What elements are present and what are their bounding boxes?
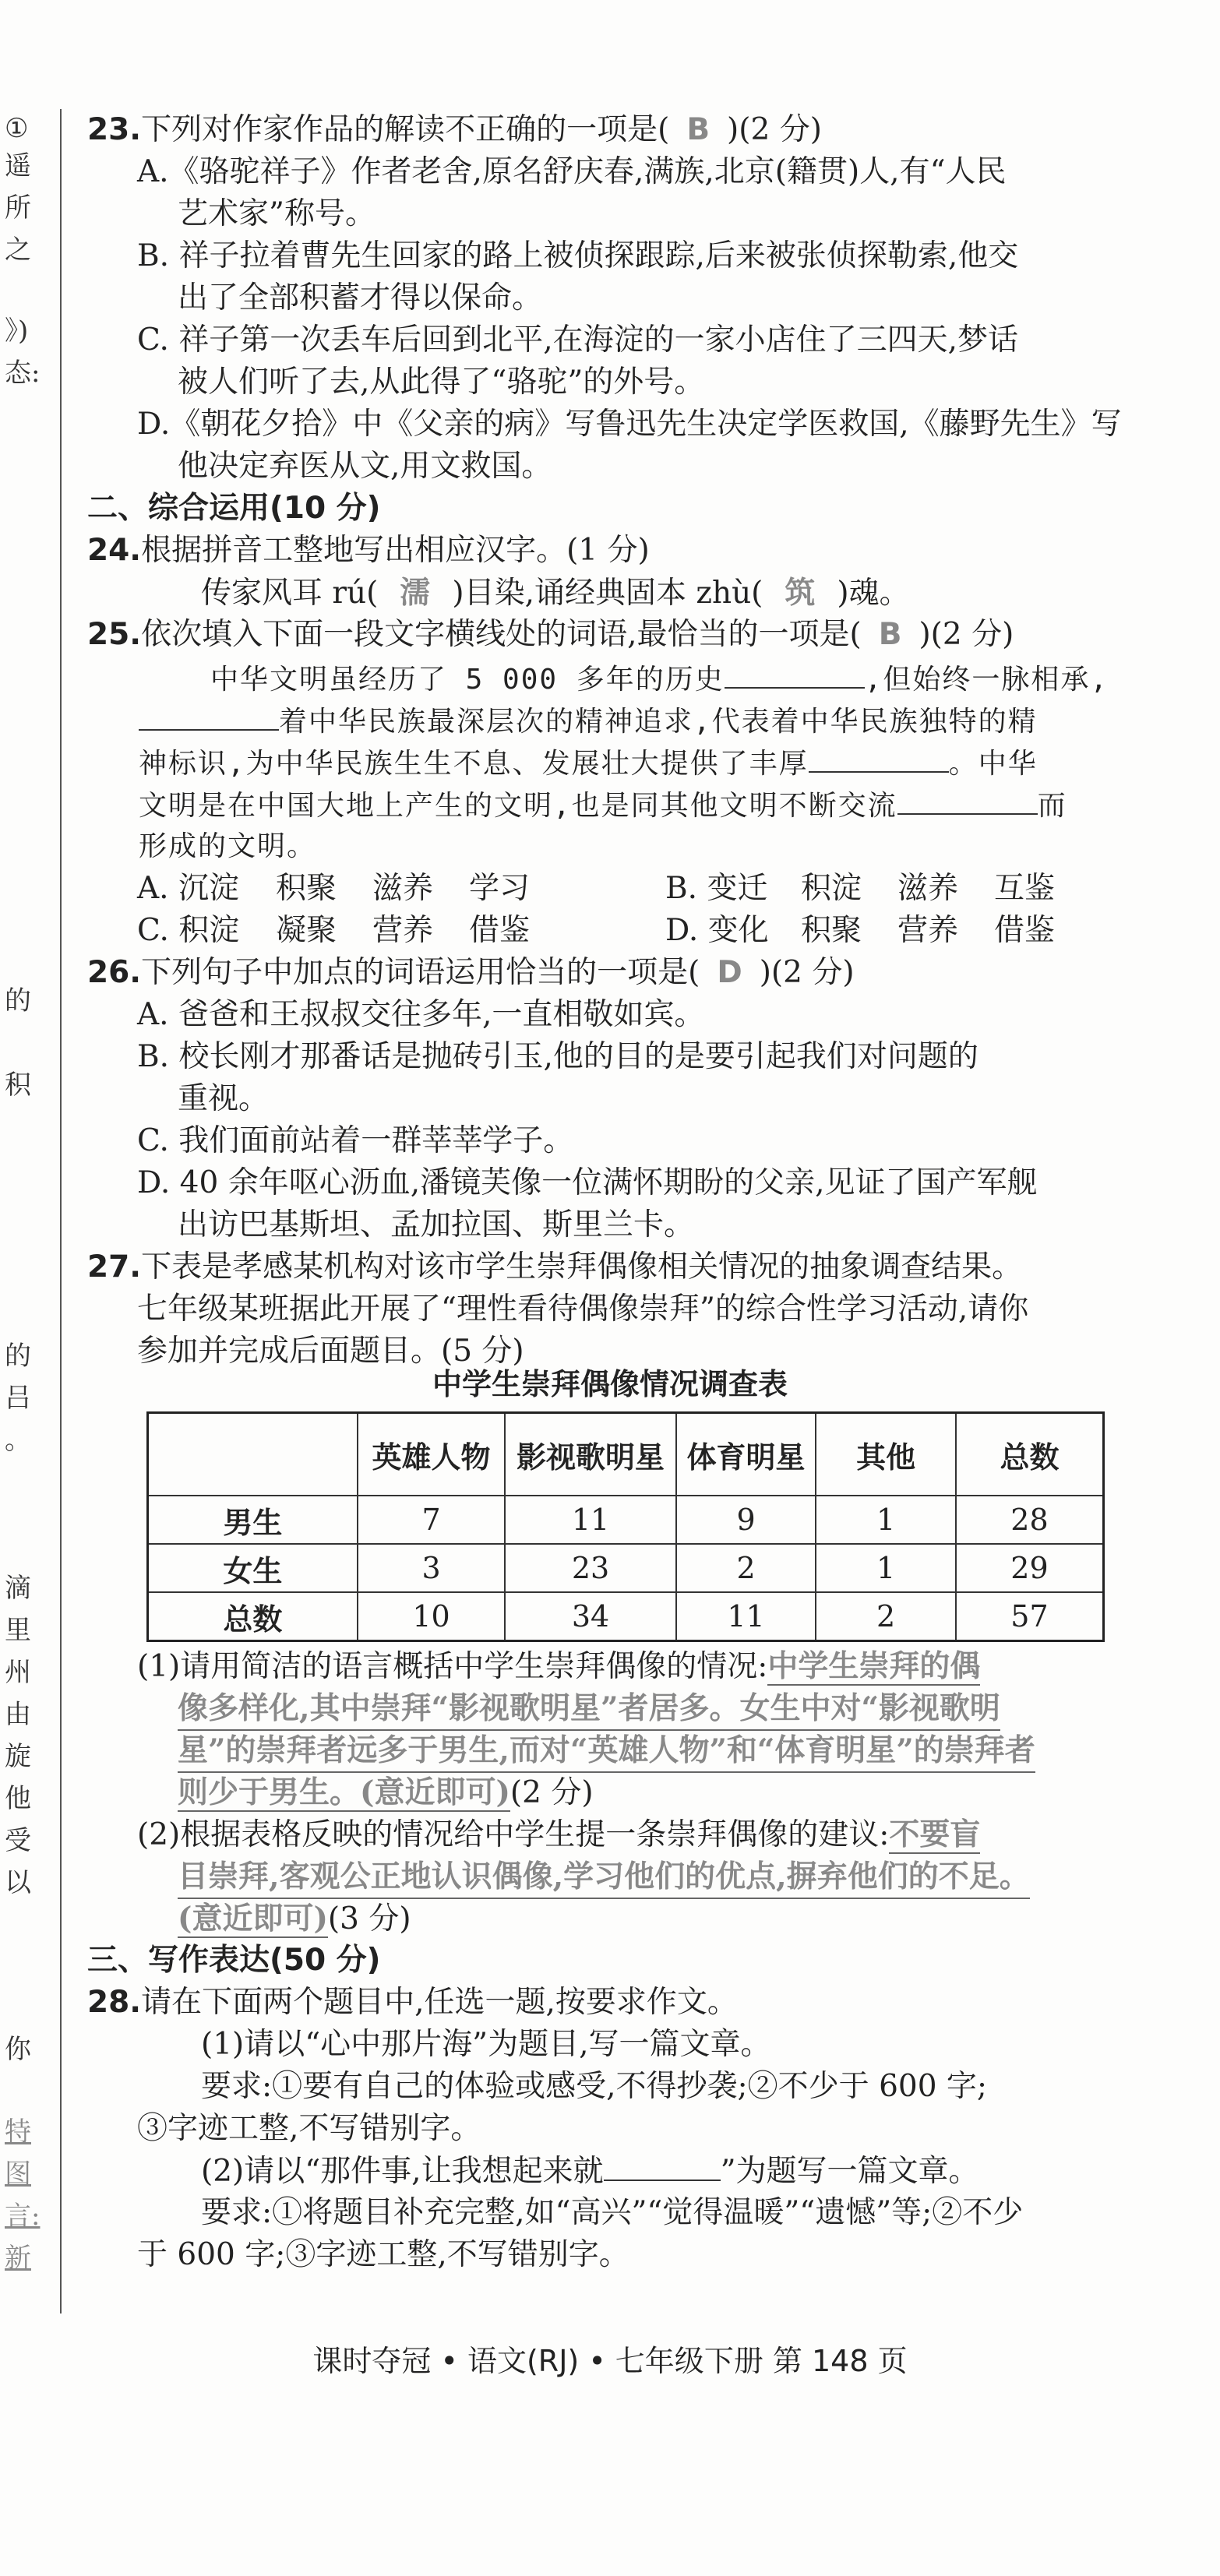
row-label: 女生	[148, 1544, 358, 1592]
table-header-cell: 英雄人物	[358, 1413, 506, 1496]
passage-line: 着中华民族最深层次的精神追求,代表着中华民族独特的精	[139, 700, 1038, 743]
option-word: 积聚	[276, 871, 337, 906]
option-a: A. 沉淀	[137, 871, 239, 906]
question-27-stem: 27.下表是孝感某机构对该市学生崇拜偶像相关情况的抽象调查结果。	[87, 1249, 1023, 1284]
option-b-cont: 出了全部积蓄才得以保命。	[178, 280, 543, 315]
answer-mark: B	[686, 112, 710, 147]
question-24-stem: 24.根据拼音工整地写出相应汉字。(1 分)	[87, 533, 650, 568]
option-d: D. 变化	[665, 913, 769, 948]
essay-requirement-cont: ③字迹工整,不写错别字。	[137, 2111, 481, 2146]
option-a-cont: 艺术家”称号。	[178, 196, 376, 231]
gutter-char: 里	[5, 1615, 31, 1646]
gutter-char: 受	[5, 1825, 31, 1856]
row-label: 男生	[148, 1496, 358, 1544]
gutter-char: 州	[5, 1657, 31, 1688]
subquestion-1: (1)请用简洁的语言概括中学生崇拜偶像的情况:中学生崇拜的偶	[137, 1648, 981, 1684]
gutter-char: 你	[5, 2034, 31, 2065]
option-b: B. 祥子拉着曹先生回家的路上被侦探跟踪,后来被张侦探勒索,他交	[137, 238, 1019, 273]
dotted-phrase: 相敬如宾	[552, 997, 675, 1032]
option-word: 积淀	[801, 871, 862, 906]
option-d: D.《朝花夕拾》中《父亲的病》写鲁迅先生决定学医救国,《藤野先生》写	[137, 407, 1122, 442]
gutter-char: 所	[5, 192, 31, 224]
gutter-char: 由	[5, 1699, 31, 1730]
table-row	[148, 1496, 1104, 1544]
gutter-answer-char: 言:	[5, 2201, 41, 2232]
option-word: 借鉴	[994, 913, 1056, 948]
table-header-cell	[148, 1413, 358, 1496]
answer-char: 筑	[785, 575, 816, 611]
row-label: 总数	[148, 1592, 358, 1641]
option-word: 滋养	[897, 871, 959, 906]
left-gutter	[0, 0, 62, 2337]
written-answer: 中学生崇拜的偶	[767, 1648, 981, 1684]
gutter-char: 以	[5, 1867, 31, 1898]
table-cell: 23	[505, 1544, 675, 1592]
answer-mark: D	[717, 955, 742, 990]
table-row	[148, 1592, 1104, 1641]
answer-char: 濡	[400, 575, 431, 611]
table-cell: 9	[676, 1496, 816, 1544]
table-title: 中学生崇拜偶像情况调查表	[432, 1367, 788, 1401]
gutter-char: 积	[5, 1070, 31, 1101]
written-answer: 像多样化,其中崇拜“影视歌明星”者居多。女生中对“影视歌明	[178, 1687, 1000, 1731]
gutter-char: 旋	[5, 1741, 31, 1772]
passage-line: 文明是在中国大地上产生的文明,也是同其他文明不断交流 而	[139, 784, 1067, 827]
question-27-stem-cont: 参加并完成后面题目。(5 分)	[137, 1334, 524, 1369]
option-d-cont: 出访巴基斯坦、孟加拉国、斯里兰卡。	[178, 1207, 695, 1242]
gutter-char: 态:	[5, 358, 41, 389]
essay-requirement-cont: 于 600 字;③字迹工整,不写错别字。	[137, 2237, 629, 2272]
written-answer: 星”的崇拜者远多于男生,而对“英雄人物”和“体育明星”的崇拜者	[178, 1729, 1035, 1773]
written-answer-end: (意近即可)(3 分)	[178, 1901, 411, 1936]
option-a: A. 爸爸和王叔叔交往多年,一直相敬如宾。	[137, 997, 705, 1032]
option-a: A.《骆驼祥子》作者老舍,原名舒庆春,满族,北京(籍贯)人,有“人民	[137, 154, 1007, 189]
gutter-answer-char: 新	[5, 2243, 31, 2274]
essay-requirement: 要求:①要有自己的体验或感受,不得抄袭;②不少于 600 字;	[201, 2069, 988, 2104]
gutter-char: 吕	[5, 1383, 31, 1414]
table-header-cell: 影视歌明星	[505, 1413, 675, 1496]
written-answer: 不要盲	[889, 1817, 981, 1852]
option-d-cont: 他决定弃医从文,用文救国。	[178, 449, 552, 484]
essay-topic-2: (2)请以“那件事,让我想起来就 ”为题写一篇文章。	[201, 2150, 979, 2193]
subquestion-2: (2)根据表格反映的情况给中学生提一条崇拜偶像的建议:不要盲	[137, 1817, 981, 1852]
gutter-char: 》)	[5, 315, 29, 347]
gutter-char: 。	[5, 1425, 31, 1456]
table-cell: 28	[956, 1496, 1104, 1544]
question-23-stem: 23.下列对作家作品的解读不正确的一项是( B )(2 分)	[87, 112, 822, 147]
title-blank	[604, 2150, 721, 2181]
table-cell: 34	[505, 1592, 675, 1641]
dotted-phrase: 潘镜芙	[420, 1165, 512, 1200]
option-c: C. 祥子第一次丢车后回到北平,在海淀的一家小店住了三四天,梦话	[137, 322, 1019, 358]
answer-blank	[139, 700, 279, 731]
column-divider	[60, 109, 62, 2313]
option-word: 借鉴	[469, 913, 531, 948]
table-cell: 11	[505, 1496, 675, 1544]
option-d: D. 40 余年呕心沥血,潘镜芙像一位满怀期盼的父亲,见证了国产军舰	[137, 1165, 1038, 1200]
dotted-phrase: 抛砖引玉	[421, 1039, 544, 1074]
page-footer: 课时夺冠 • 语文(RJ) • 七年级下册 第 148 页	[312, 2344, 908, 2378]
gutter-char: 的	[5, 1341, 31, 1372]
option-word: 学习	[469, 871, 531, 906]
answer-mark: B	[878, 617, 902, 652]
gutter-char: 他	[5, 1783, 31, 1814]
option-word: 营养	[897, 913, 959, 948]
survey-table	[146, 1411, 1105, 1642]
table-cell: 1	[816, 1544, 956, 1592]
gutter-char: 的	[5, 985, 31, 1017]
dotted-phrase: 莘莘学子	[421, 1123, 544, 1158]
option-word: 营养	[372, 913, 434, 948]
answer-blank	[725, 657, 865, 689]
table-cell: 3	[358, 1544, 506, 1592]
option-word: 滋养	[372, 871, 434, 906]
option-word: 互鉴	[994, 871, 1056, 906]
answer-blank	[809, 742, 949, 773]
gutter-answer-char: 图	[5, 2158, 31, 2190]
answer-blank	[897, 784, 1038, 815]
question-28-stem: 28.请在下面两个题目中,任选一题,按要求作文。	[87, 1985, 738, 2020]
table-cell: 7	[358, 1496, 506, 1544]
table-row	[148, 1544, 1104, 1592]
passage-line: 中华文明虽经历了 5 000 多年的历史 ,但始终一脉相承,	[210, 657, 1109, 701]
option-word: 凝聚	[276, 913, 337, 948]
table-header-cell: 体育明星	[676, 1413, 816, 1496]
table-cell: 29	[956, 1544, 1104, 1592]
table-header-cell: 其他	[816, 1413, 956, 1496]
passage-line: 形成的文明。	[139, 830, 317, 862]
table-cell: 2	[816, 1592, 956, 1641]
table-cell: 1	[816, 1496, 956, 1544]
table-cell: 11	[676, 1592, 816, 1641]
question-24-body: 传家风耳 rú( 濡 )目染,诵经典固本 zhù( 筑 )魂。	[201, 575, 910, 611]
option-b: B. 变迁	[665, 871, 768, 906]
table-cell: 57	[956, 1592, 1104, 1641]
option-c-cont: 被人们听了去,从此得了“骆驼”的外号。	[178, 365, 705, 400]
gutter-answer-char: 特	[5, 2116, 31, 2148]
table-cell: 2	[676, 1544, 816, 1592]
table-header-cell: 总数	[956, 1413, 1104, 1496]
section-heading: 二、综合运用(10 分)	[87, 491, 381, 526]
option-c: C. 积淀	[137, 913, 240, 948]
gutter-char: 之	[5, 234, 31, 266]
gutter-char: 滴	[5, 1573, 31, 1604]
written-answer: 目崇拜,客观公正地认识偶像,学习他们的优点,摒弃他们的不足。	[178, 1855, 1030, 1899]
written-answer-end: 则少于男生。(意近即可)(2 分)	[178, 1774, 594, 1810]
option-c: C. 我们面前站着一群莘莘学子。	[137, 1123, 574, 1158]
essay-requirement: 要求:①将题目补充完整,如“高兴”“觉得温暖”“遗憾”等;②不少	[201, 2195, 1024, 2230]
passage-line: 神标识,为中华民族生生不息、发展壮大提供了丰厚 。中华	[139, 742, 1038, 785]
essay-topic-1: (1)请以“心中那片海”为题目,写一篇文章。	[201, 2027, 771, 2062]
gutter-char: ①	[5, 113, 29, 144]
table-cell: 10	[358, 1592, 506, 1641]
table-header-row	[148, 1413, 1104, 1496]
option-b: B. 校长刚才那番话是抛砖引玉,他的目的是要引起我们对问题的	[137, 1039, 978, 1074]
option-word: 积聚	[801, 913, 862, 948]
question-27-stem-cont: 七年级某班据此开展了“理性看待偶像崇拜”的综合性学习活动,请你	[137, 1292, 1029, 1327]
question-25-stem: 25.依次填入下面一段文字横线处的词语,最恰当的一项是( B )(2 分)	[87, 617, 1014, 652]
option-b-cont: 重视。	[178, 1081, 270, 1116]
section-heading: 三、写作表达(50 分)	[87, 1943, 381, 1978]
gutter-char: 遥	[5, 150, 31, 181]
question-26-stem: 26.下列句子中加点的词语运用恰当的一项是( D )(2 分)	[87, 955, 855, 990]
